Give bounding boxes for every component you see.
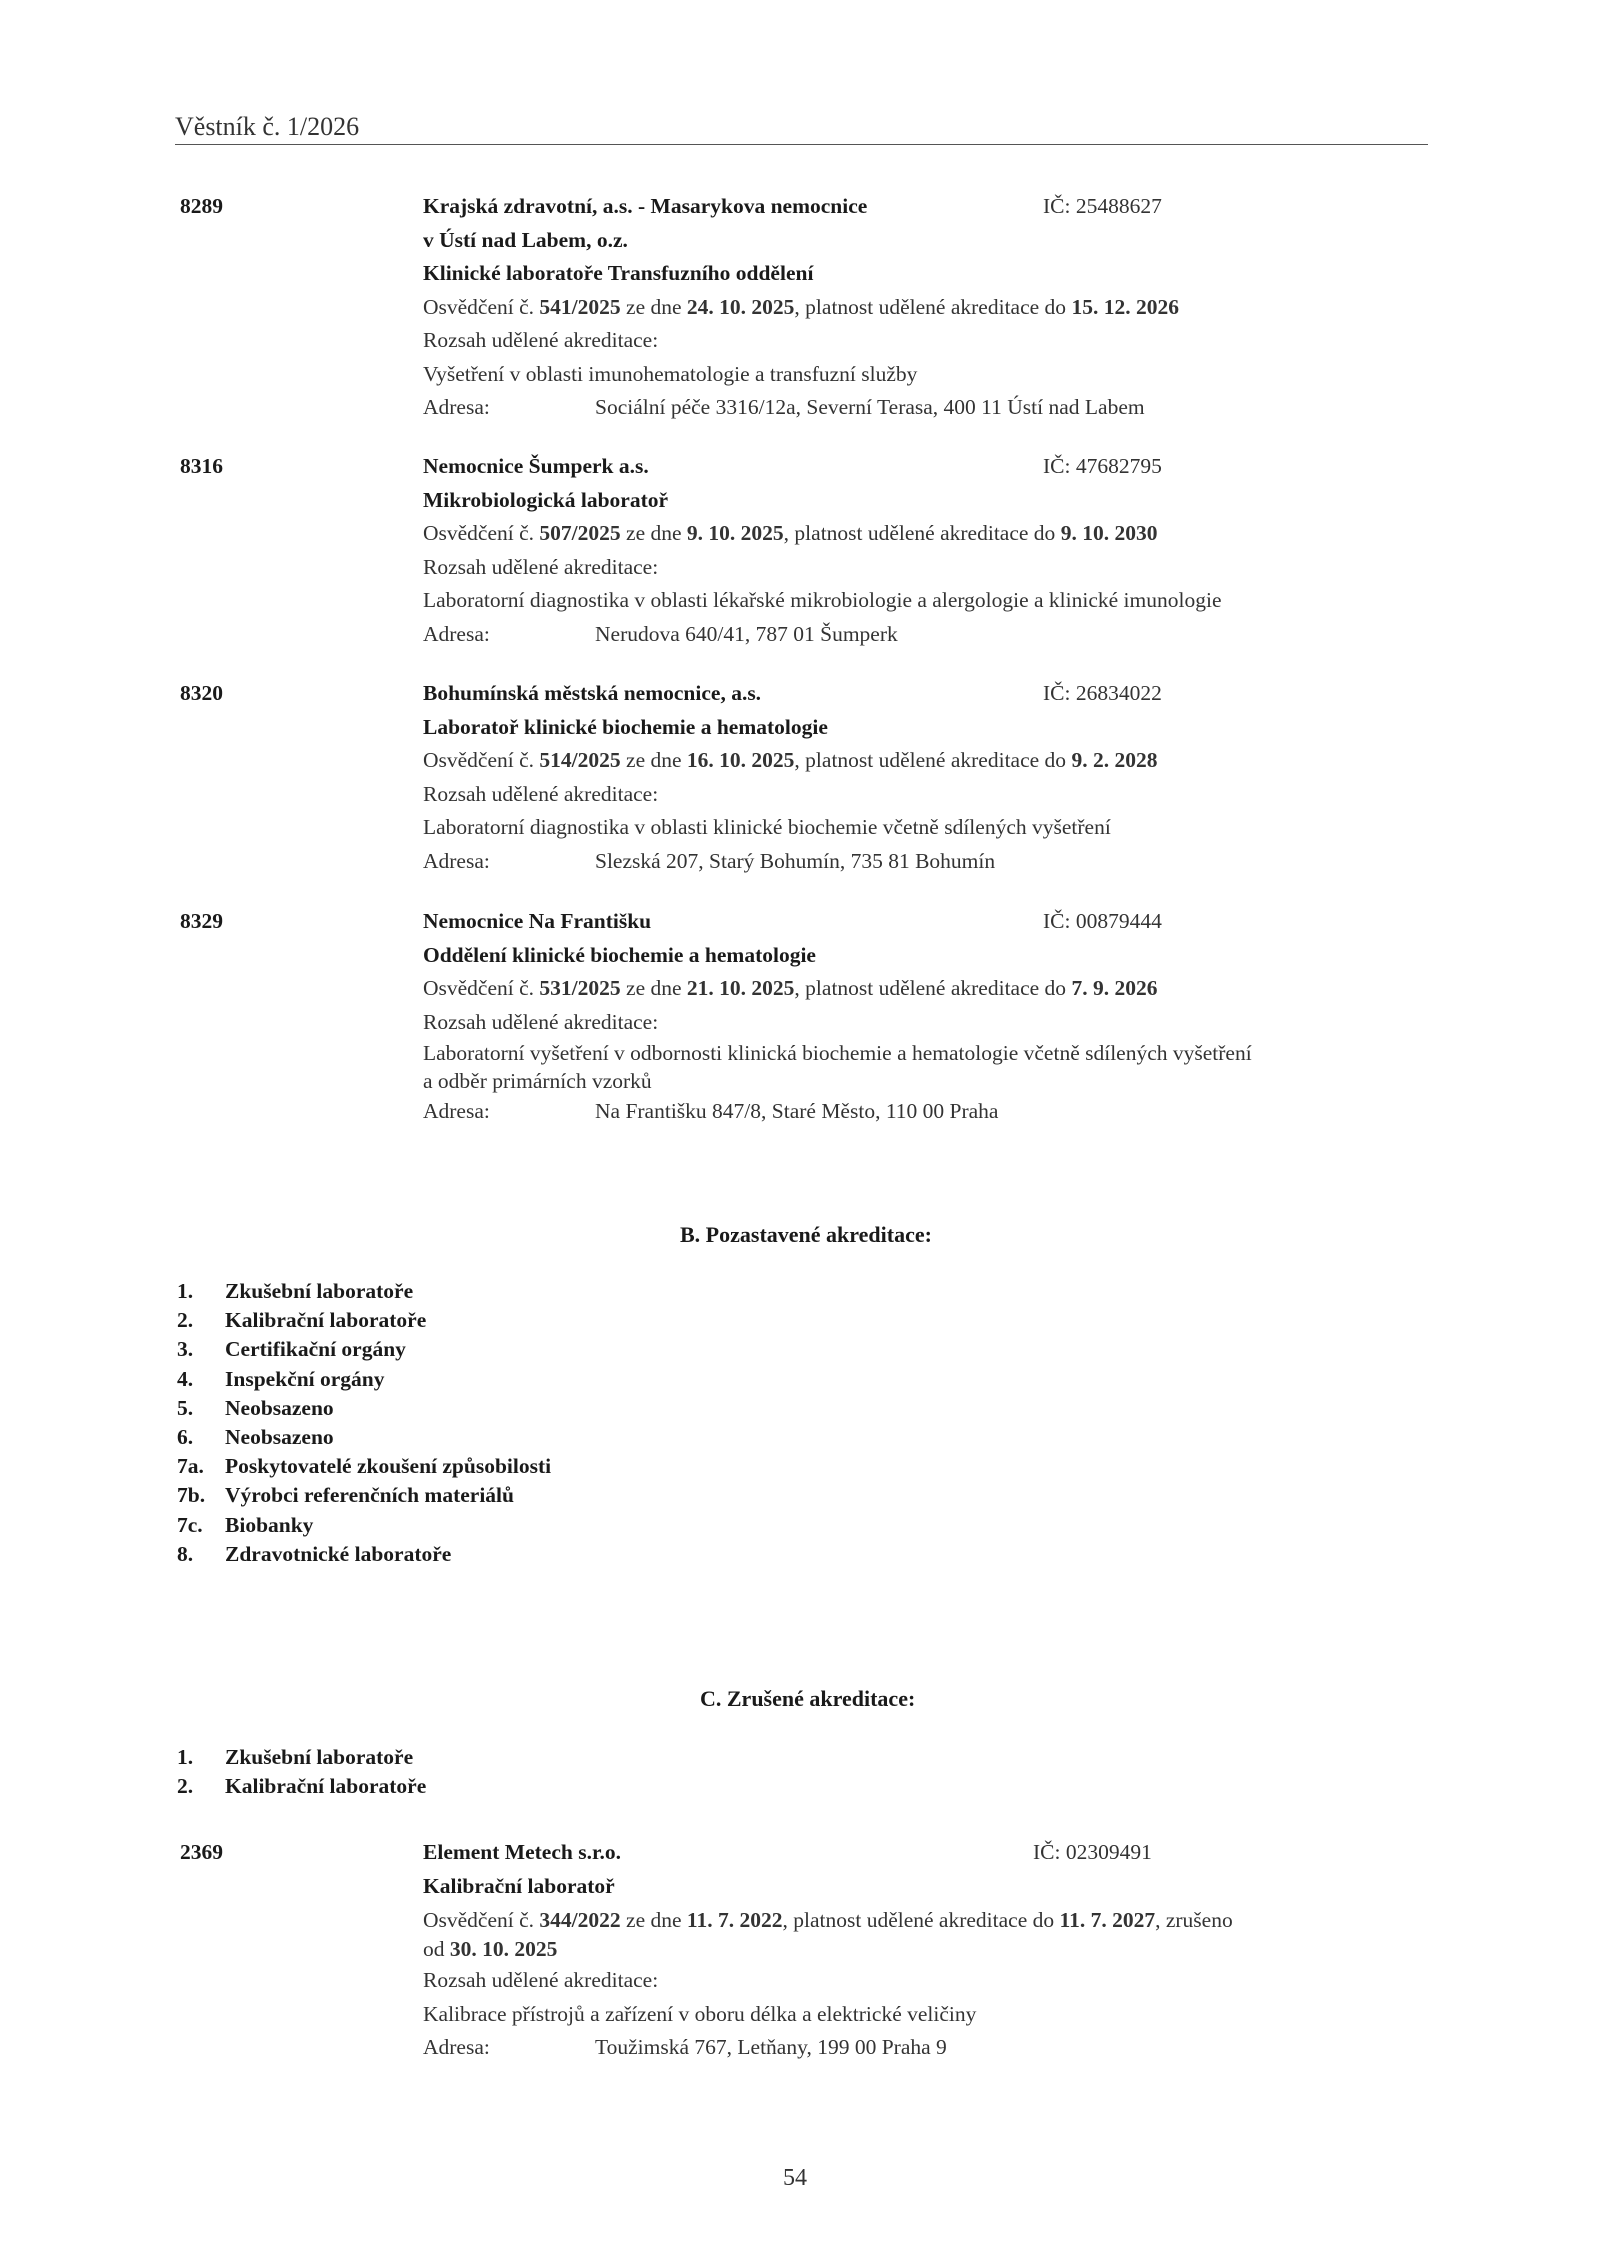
list-item: 2. Kalibrační laboratoře bbox=[177, 1774, 427, 1799]
organization-name: Nemocnice Na Františku bbox=[423, 909, 652, 933]
company-id: IČ: 00879444 bbox=[1043, 909, 1162, 933]
scope-text-cont: a odběr primárních vzorků bbox=[423, 1069, 652, 1093]
organization-name: Nemocnice Šumperk a.s. bbox=[423, 454, 649, 478]
list-item: 8. Zdravotnické laboratoře bbox=[177, 1541, 452, 1566]
scope-text: Kalibrace přístrojů a zařízení v oboru délka a elektrické veličiny bbox=[423, 2001, 977, 2026]
bulletin-header-title: Věstník č. 1/2026 bbox=[175, 112, 360, 141]
organization-name-cont: v Ústí nad Labem, o.z. bbox=[423, 227, 628, 252]
section-c-title: C. Zrušené akreditace: bbox=[700, 1686, 916, 1711]
entry-number: 2369 bbox=[180, 1840, 223, 1864]
certificate-line: Osvědčení č. 531/2025 ze dne 21. 10. 2025, platnost udělené akreditace do 7. 9. 2026 bbox=[423, 976, 1158, 1000]
list-item: 3. Certifikační orgány bbox=[177, 1337, 406, 1362]
scope-text: Laboratorní diagnostika v oblasti lékařské mikrobiologie a alergologie a klinické imunologie bbox=[423, 588, 1222, 612]
scope-label: Rozsah udělené akreditace: bbox=[423, 1968, 659, 1992]
section-b-list bbox=[177, 1277, 551, 1569]
list-item: 1. Zkušební laboratoře bbox=[177, 1745, 414, 1769]
certificate-line-cont: od 30. 10. 2025 bbox=[423, 1937, 558, 1961]
scope-text: Laboratorní vyšetření v odbornosti klinická biochemie a hematologie včetně sdílených vyšetření bbox=[423, 1041, 1252, 1065]
entry-number: 8316 bbox=[180, 454, 223, 478]
address-line: Adresa: Sociální péče 3316/12a, Severní Terasa, 400 11 Ústí nad Labem bbox=[423, 395, 1145, 419]
list-item: 6. Neobsazeno bbox=[177, 1425, 334, 1450]
laboratory-unit: Mikrobiologická laboratoř bbox=[423, 487, 669, 512]
company-id: IČ: 47682795 bbox=[1043, 454, 1162, 478]
address-line: Adresa: Nerudova 640/41, 787 01 Šumperk bbox=[423, 621, 898, 646]
header-divider bbox=[175, 144, 1428, 145]
address-line: Adresa: Toužimská 767, Letňany, 199 00 Praha 9 bbox=[423, 2035, 947, 2059]
scope-text: Vyšetření v oblasti imunohematologie a transfuzní služby bbox=[423, 361, 918, 386]
section-c-list bbox=[177, 1743, 426, 1801]
scope-text: Laboratorní diagnostika v oblasti klinické biochemie včetně sdílených vyšetření bbox=[423, 815, 1111, 839]
page-number: 54 bbox=[783, 2165, 807, 2191]
organization-name: Krajská zdravotní, a.s. - Masarykova nemocnice bbox=[423, 194, 868, 218]
company-id: IČ: 02309491 bbox=[1033, 1840, 1152, 1864]
organization-name: Element Metech s.r.o. bbox=[423, 1840, 622, 1864]
list-item: 7c. Biobanky bbox=[177, 1512, 314, 1537]
list-item: 7b. Výrobci referenčních materiálů bbox=[177, 1483, 514, 1508]
laboratory-unit: Oddělení klinické biochemie a hematologie bbox=[423, 942, 816, 967]
laboratory-unit: Klinické laboratoře Transfuzního oddělení bbox=[423, 261, 814, 285]
entry-number: 8289 bbox=[180, 194, 223, 218]
entry-number: 8320 bbox=[180, 681, 223, 705]
certificate-line: Osvědčení č. 541/2025 ze dne 24. 10. 2025, platnost udělené akreditace do 15. 12. 2026 bbox=[423, 294, 1179, 319]
certificate-line: Osvědčení č. 344/2022 ze dne 11. 7. 2022, platnost udělené akreditace do 11. 7. 2027, zrušeno bbox=[423, 1908, 1233, 1932]
list-item: 4. Inspekční orgány bbox=[177, 1366, 385, 1391]
company-id: IČ: 25488627 bbox=[1043, 194, 1162, 218]
list-item: 1. Zkušební laboratoře bbox=[177, 1279, 414, 1303]
scope-label: Rozsah udělené akreditace: bbox=[423, 1009, 659, 1034]
list-item: 2. Kalibrační laboratoře bbox=[177, 1308, 427, 1333]
entry-number: 8329 bbox=[180, 909, 223, 933]
company-id: IČ: 26834022 bbox=[1043, 681, 1162, 705]
scope-label: Rozsah udělené akreditace: bbox=[423, 328, 659, 352]
address-line: Adresa: Na Františku 847/8, Staré Město, 110 00 Praha bbox=[423, 1099, 999, 1123]
laboratory-unit: Laboratoř klinické biochemie a hematologie bbox=[423, 714, 828, 739]
laboratory-unit: Kalibrační laboratoř bbox=[423, 1873, 615, 1898]
section-b-title: B. Pozastavené akreditace: bbox=[680, 1222, 932, 1247]
certificate-line: Osvědčení č. 514/2025 ze dne 16. 10. 2025, platnost udělené akreditace do 9. 2. 2028 bbox=[423, 748, 1158, 772]
organization-name: Bohumínská městská nemocnice, a.s. bbox=[423, 681, 762, 705]
certificate-line: Osvědčení č. 507/2025 ze dne 9. 10. 2025, platnost udělené akreditace do 9. 10. 2030 bbox=[423, 521, 1158, 545]
list-item: 5. Neobsazeno bbox=[177, 1395, 334, 1420]
scope-label: Rozsah udělené akreditace: bbox=[423, 781, 659, 806]
address-line: Adresa: Slezská 207, Starý Bohumín, 735 81 Bohumín bbox=[423, 848, 996, 873]
list-item: 7a. Poskytovatelé zkoušení způsobilosti bbox=[177, 1454, 552, 1479]
scope-label: Rozsah udělené akreditace: bbox=[423, 554, 659, 579]
